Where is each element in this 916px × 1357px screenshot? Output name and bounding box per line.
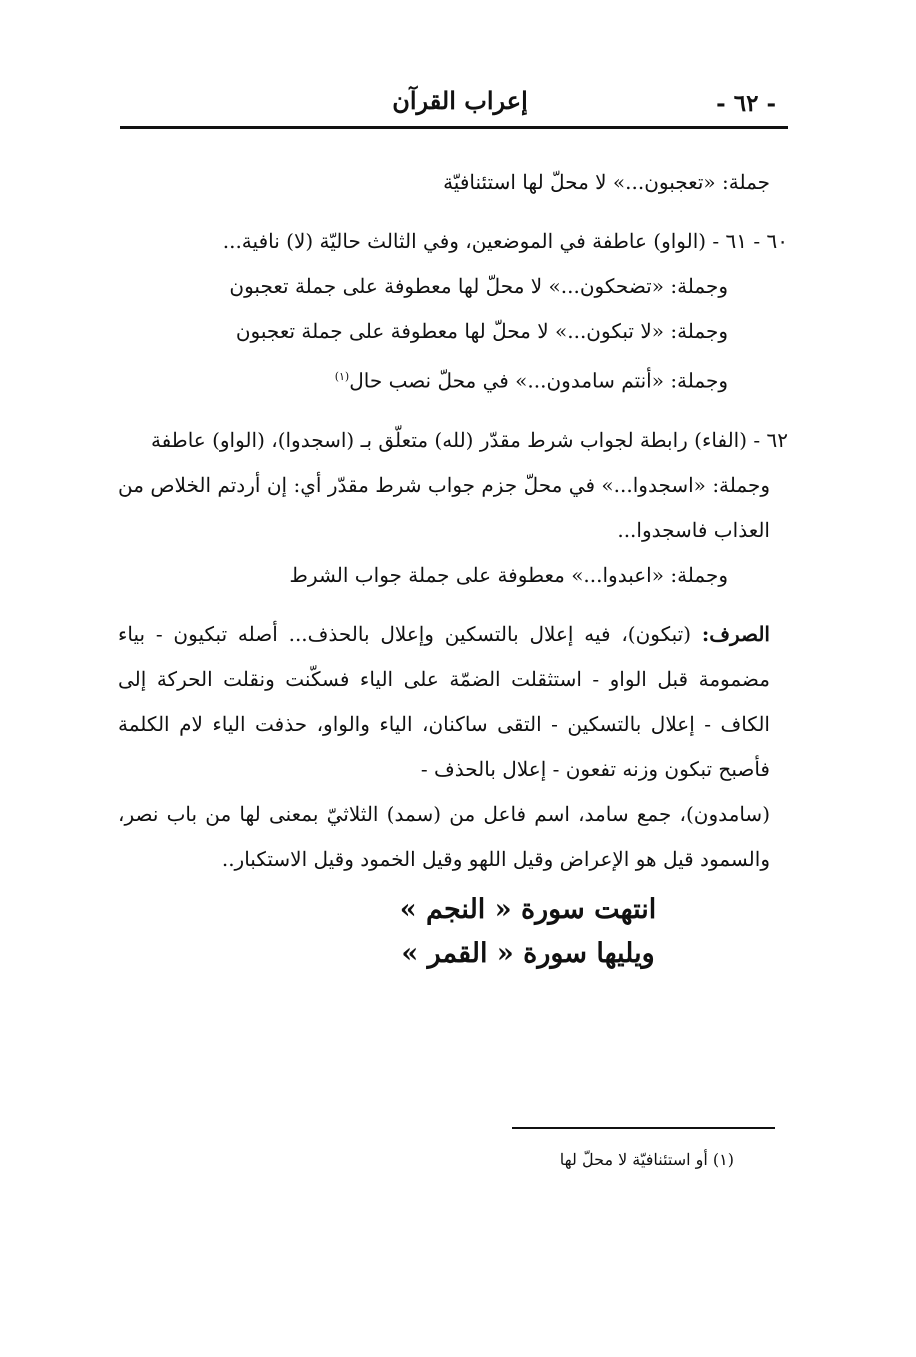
paragraph-60-61: ٦٠ - ٦١ - (الواو) عاطفة في الموضعين، وفي الثالث حاليّة (لا) نافية... xyxy=(222,229,788,253)
sarf-label: الصرف: xyxy=(701,621,770,646)
ending-line: انتهت سورة « النجم » xyxy=(399,893,657,925)
sentence-line: جملة: «تعجبون...» لا محلّ لها استئنافيّة xyxy=(443,170,770,194)
footnote: (١) أو استئنافيّة لا محلّ لها xyxy=(559,1150,734,1169)
sentence-text: وجملة: «أنتم سامدون...» في محلّ نصب حال xyxy=(349,368,728,393)
ending-line: ويليها سورة « القمر » xyxy=(401,937,655,969)
running-title: إعراب القرآن xyxy=(392,86,528,115)
page-number: - ٦٢ - xyxy=(716,90,776,117)
sentence-line: وجملة: «اسجدوا...» في محلّ جزم جواب شرط مقدّر أي: إن أردتم الخلاص من العذاب فاسجدوا... xyxy=(118,472,770,542)
surah-ending xyxy=(118,888,788,976)
sarf-paragraph xyxy=(118,612,788,792)
sentence-line: وجملة: «تضحكون...» لا محلّ لها معطوفة على جملة تعجبون xyxy=(229,274,728,298)
sentence-line: وجملة: «اعبدوا...» معطوفة على جملة جواب الشرط xyxy=(289,562,728,587)
footnote-marker: (١) xyxy=(334,370,350,383)
sentence-line xyxy=(118,354,788,404)
page-header xyxy=(120,84,788,124)
header-rule xyxy=(120,126,788,129)
sarf-text: (تبكون)، فيه إعلال بالتسكين وإعلال بالحذف... أصله تبكيون - بياء مضمومة قبل الواو - استثقلت الضمّة على الياء فسكّنت ونقلت الحركة إلى الكاف - إعلال بالتسكين - التقى ساكنان، الياء والواو، حذفت الياء لام الكلمة فأصبح تبكون وزنه تفعون - إعلال بالحذف - xyxy=(118,621,770,781)
samidun-paragraph: (سامدون)، جمع سامد، اسم فاعل من (سمد) الثلاثيّ بمعنى لها من باب نصر، والسمود قيل هو الإعراض وقيل اللهو وقيل الخمود وقيل الاستكبار.. xyxy=(118,801,770,871)
paragraph-62: ٦٢ - (الفاء) رابطة لجواب شرط مقدّر (لله) متعلّق بـ (اسجدوا)، (الواو) عاطفة xyxy=(150,427,788,452)
sentence-line: وجملة: «لا تبكون...» لا محلّ لها معطوفة على جملة تعجبون xyxy=(235,319,728,343)
main-text xyxy=(118,160,788,976)
footnote-rule xyxy=(512,1127,775,1129)
